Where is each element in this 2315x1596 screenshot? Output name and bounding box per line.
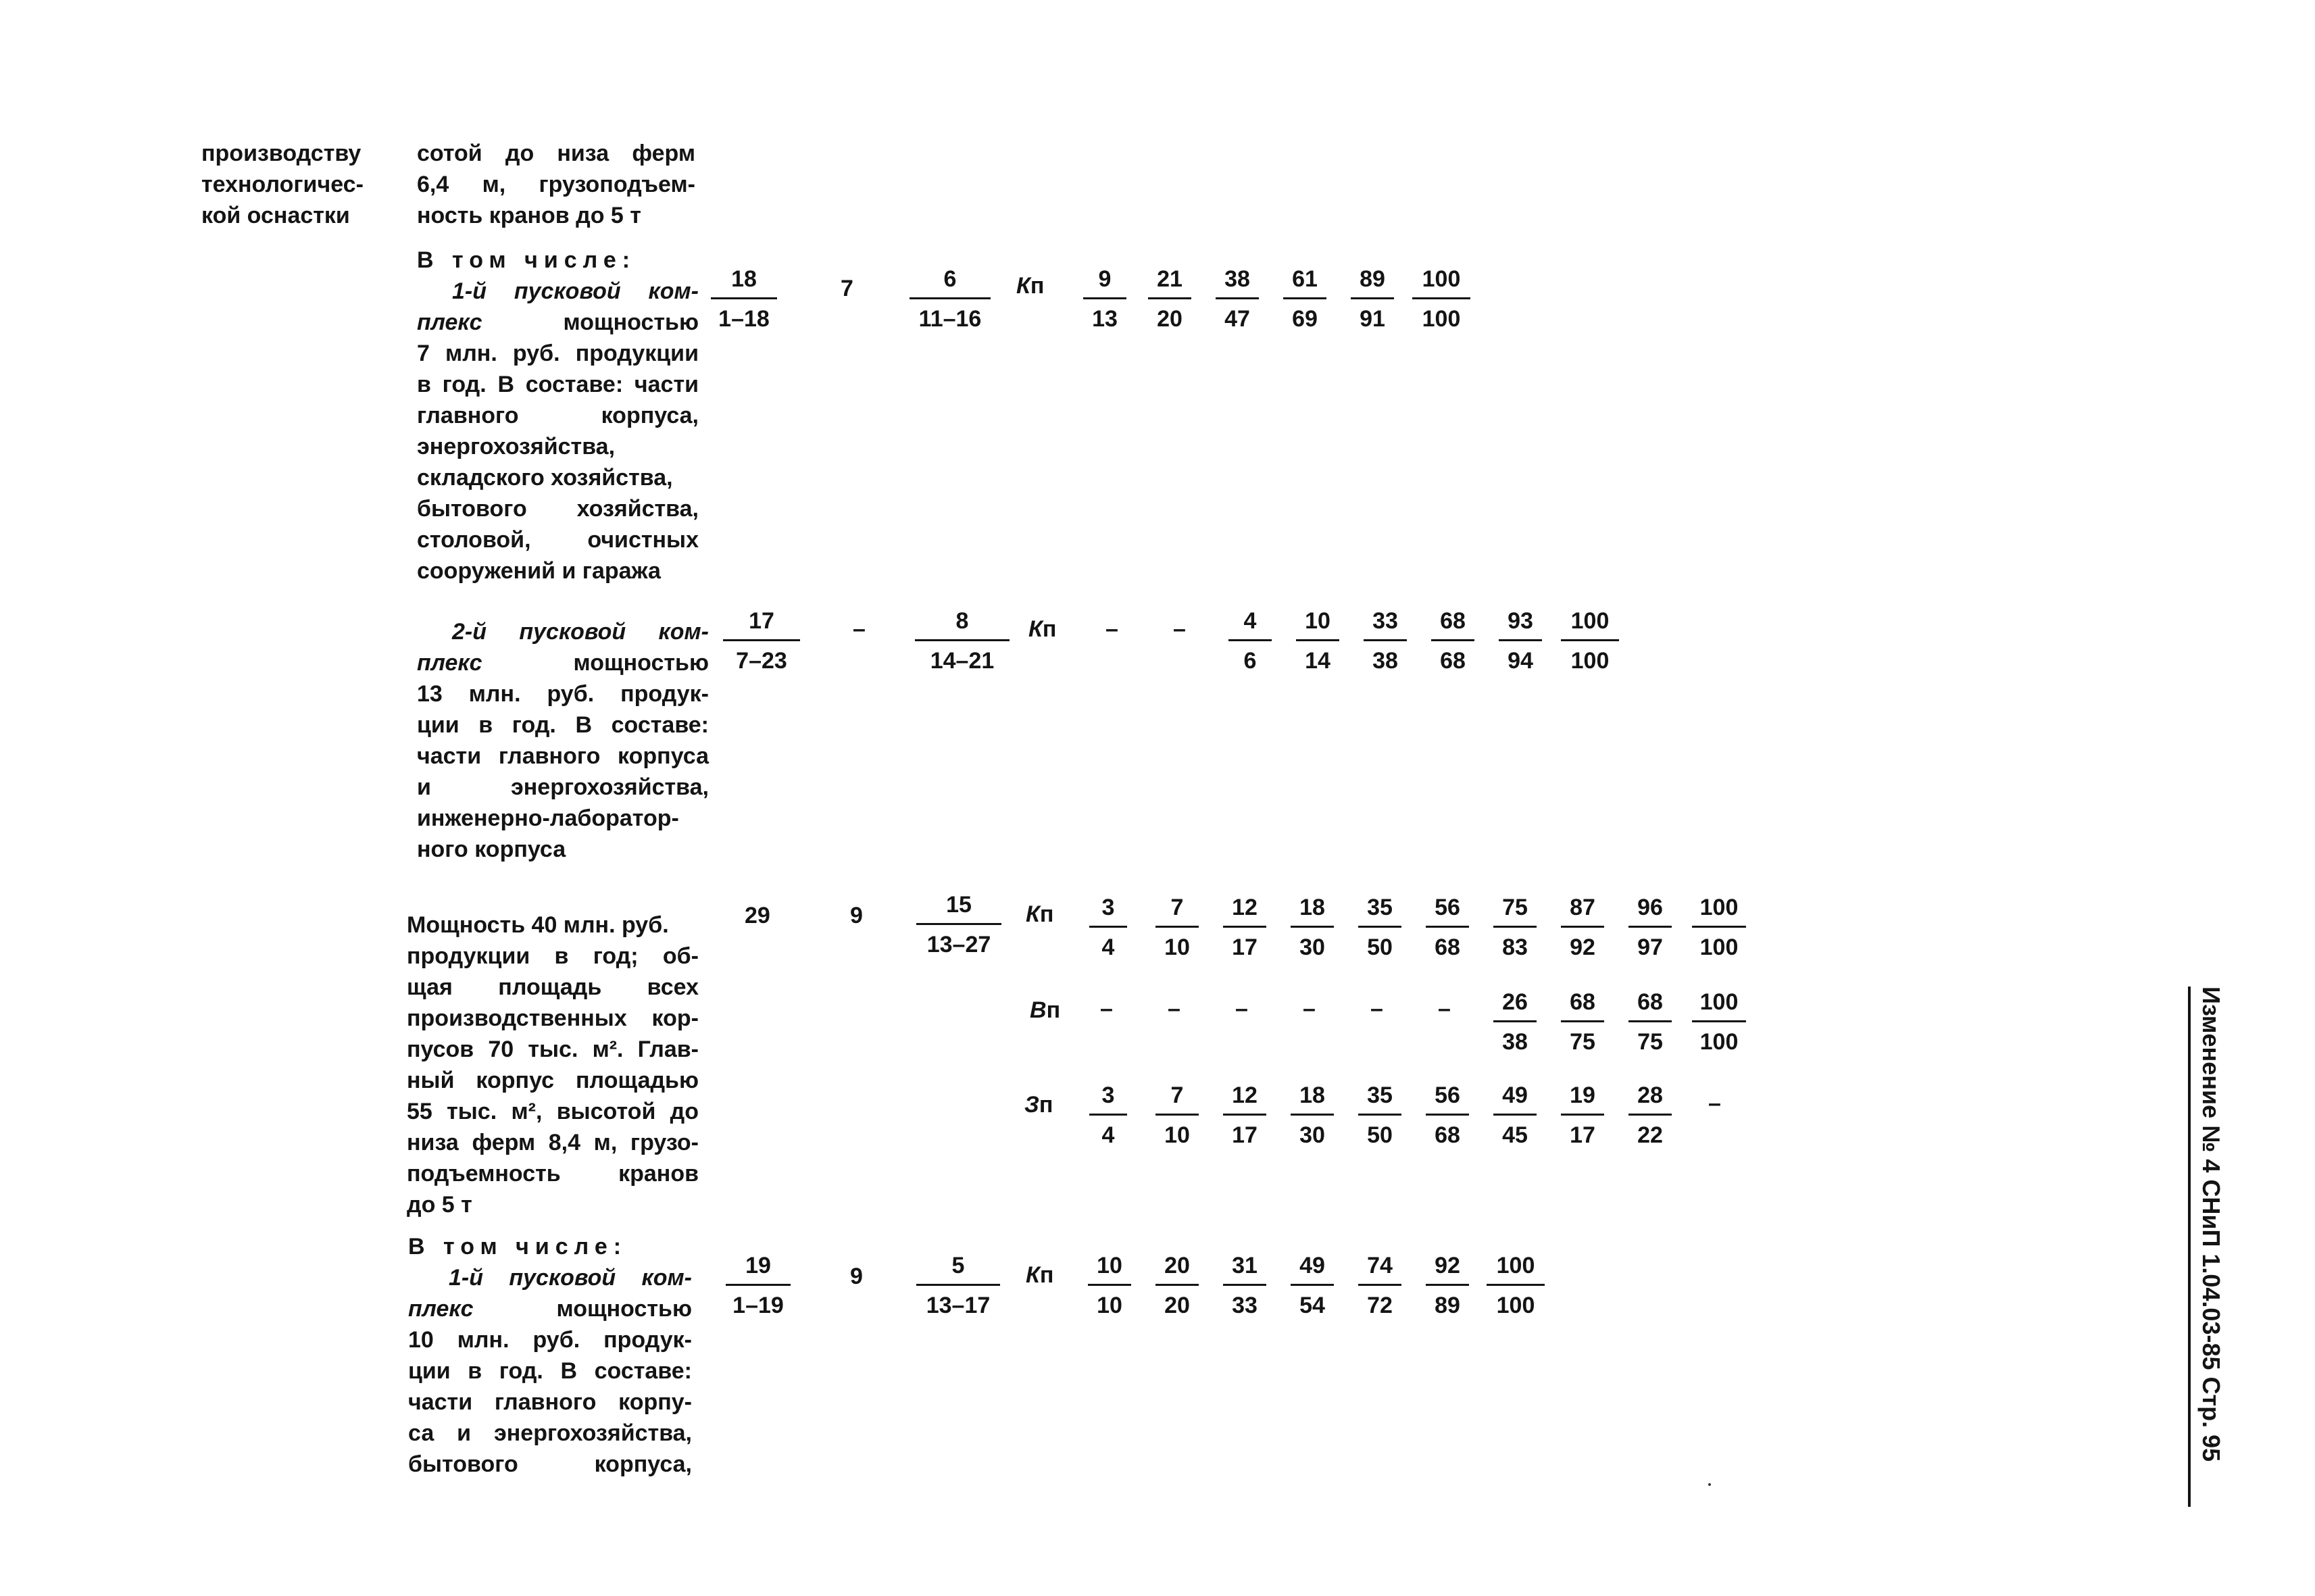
numerator: 38 [1216,265,1259,299]
side-page-header: Изменение № 4 СНиП 1.04.03-85 Стр. 95 [2188,987,2227,1507]
text-line: бытового хозяйства, [417,496,699,522]
text-line: продукции в год; об- [407,943,699,969]
denominator: 50 [1367,934,1393,960]
text-line: низа ферм 8,4 м, грузо- [407,1130,699,1155]
text-line: бытового корпуса, [408,1451,692,1477]
fraction-cell [1358,893,1401,962]
denominator: 10 [1164,934,1190,960]
fraction-cell [1223,893,1266,962]
text-line: технологичес- [201,172,364,197]
denominator: 10 [1097,1293,1122,1318]
section4-description [408,1262,692,1480]
denominator: 1–19 [732,1293,784,1318]
label-main: К [1026,901,1040,927]
text-line: подъемность кранов [407,1161,699,1187]
denominator: 20 [1164,1293,1190,1318]
text-line: кой оснастки [201,203,350,228]
text-line: са и энергохозяйства, [408,1420,692,1446]
numerator: 93 [1499,607,1542,641]
denominator: 38 [1502,1029,1528,1055]
numerator: 35 [1358,1081,1401,1116]
denominator: 97 [1637,934,1663,960]
fraction-cell [1426,1251,1469,1320]
numerator: 17 [723,607,800,641]
numerator: 15 [916,891,1001,925]
dash-cell: – [1370,996,1383,1022]
denominator: 30 [1299,934,1325,960]
numerator: 20 [1155,1251,1199,1286]
fraction-cell [1089,1081,1127,1149]
value-cell: 29 [745,903,770,928]
section3-description [407,909,699,1220]
text-line: 2-й пусковой ком- [452,619,709,645]
denominator: 92 [1570,934,1595,960]
denominator: 100 [1699,1029,1739,1055]
denominator: 100 [1699,934,1739,960]
fraction-cell [1155,1081,1199,1149]
dash-cell: – [1438,996,1451,1022]
denominator: 22 [1637,1122,1663,1148]
numerator: 100 [1692,893,1746,928]
numerator: 56 [1426,1081,1469,1116]
fraction-cell [726,1251,791,1320]
text-line: до 5 т [407,1192,472,1218]
dash-cell: – [1235,996,1248,1022]
v-tom-chisle-heading: В том числе: [408,1234,628,1260]
text-line: ный корпус площадью [407,1068,699,1093]
numerator: 100 [1561,607,1619,641]
numerator: 35 [1358,893,1401,928]
text-fragment: плекс [408,1296,474,1322]
fraction-cell [1692,988,1746,1056]
fraction-cell [1358,1081,1401,1149]
denominator: 14 [1305,648,1330,674]
numerator: 68 [1431,607,1474,641]
denominator: 4 [1101,1122,1115,1148]
text-line: 13 млн. руб. продук- [417,681,709,707]
text-fragment: мощностью [556,1296,692,1322]
denominator: 14–21 [930,648,995,674]
text-line [417,307,699,338]
value-cell: 9 [850,903,863,928]
fraction-cell [711,265,777,333]
numerator: 21 [1148,265,1191,299]
text-line: ции в год. В составе: [408,1358,692,1384]
numerator: 100 [1412,265,1470,299]
denominator: 11–16 [918,306,982,332]
numerator: 75 [1493,893,1537,928]
denominator: 20 [1157,306,1183,332]
text-fragment: плекс [417,309,482,335]
denominator: 100 [1570,648,1610,674]
text-line: 10 млн. руб. продук- [408,1327,692,1353]
text-line: ного корпуса [417,837,566,862]
numerator: 19 [726,1251,791,1286]
zp-label [1024,1092,1053,1118]
text-line: главного корпуса, [417,403,699,428]
fraction-cell [1088,1251,1131,1320]
denominator: 89 [1435,1293,1460,1318]
denominator: 75 [1637,1029,1663,1055]
numerator: 87 [1561,893,1604,928]
fraction-cell [1561,607,1619,675]
fraction-cell [1561,988,1604,1056]
fraction-cell [1291,1081,1334,1149]
text-line: Мощность 40 млн. руб. [407,912,669,938]
fraction-cell [1223,1251,1266,1320]
dash-cell: – [1303,996,1316,1022]
text-line: в год. В составе: части [417,372,699,397]
numerator: 3 [1089,893,1127,928]
text-line: пусов 70 тыс. м². Глав- [407,1037,699,1062]
fraction-cell [1628,988,1672,1056]
fraction-cell [1493,1081,1537,1149]
denominator: 68 [1435,934,1460,960]
fraction-cell [1083,265,1126,333]
denominator: 30 [1299,1122,1325,1148]
numerator: 26 [1493,988,1537,1022]
fraction-cell [1296,607,1339,675]
text-line: части главного корпу- [408,1389,692,1415]
kp-label [1016,273,1044,299]
text-line: сотой до низа ферм [417,141,695,166]
text-fragment: мощностью [573,650,709,676]
fraction-cell [1089,893,1127,962]
header-description [417,138,695,231]
text-line: и энергохозяйства, [417,774,709,800]
scan-speck [1708,1483,1711,1486]
denominator: 47 [1224,306,1250,332]
text-line: столовой, очистных [417,527,699,553]
numerator: 61 [1283,265,1326,299]
fraction-cell [1493,988,1537,1056]
text-line [417,647,709,678]
text-line: части главного корпуса [417,743,709,769]
label-main: В [1030,997,1047,1023]
fraction-cell [1364,607,1407,675]
fraction-cell [1628,893,1672,962]
fraction-cell [1216,265,1259,333]
fraction-cell [1431,607,1474,675]
numerator: 49 [1493,1081,1537,1116]
label-main: К [1026,1262,1040,1288]
numerator: 89 [1351,265,1394,299]
fraction-cell [916,891,1001,959]
fraction-cell [1283,265,1326,333]
denominator: 54 [1299,1293,1325,1318]
numerator: 3 [1089,1081,1127,1116]
text-line: складского хозяйства, [417,465,673,491]
denominator: 6 [1243,648,1257,674]
v-tom-chisle-heading: В том числе: [417,247,637,273]
denominator: 17 [1232,1122,1258,1148]
numerator: 7 [1155,893,1199,928]
text-line: 7 млн. руб. продукции [417,341,699,366]
fraction-cell [1358,1251,1401,1320]
denominator: 75 [1570,1029,1595,1055]
numerator: 92 [1426,1251,1469,1286]
fraction-cell [1148,265,1191,333]
text-line: производству [201,141,362,166]
fraction-cell [1155,1251,1199,1320]
text-line: 55 тыс. м², высотой до [407,1099,699,1124]
text-fragment: мощностью [563,309,699,335]
numerator: 96 [1628,893,1672,928]
numerator: 6 [910,265,991,299]
denominator: 38 [1372,648,1398,674]
numerator: 33 [1364,607,1407,641]
kp-label [1026,901,1053,928]
dash-cell: – [853,616,866,642]
numerator: 18 [1291,1081,1334,1116]
denominator: 10 [1164,1122,1190,1148]
denominator: 91 [1360,306,1385,332]
value-cell: 9 [850,1264,863,1289]
denominator: 100 [1496,1293,1535,1318]
fraction-cell [1155,893,1199,962]
numerator: 19 [1561,1081,1604,1116]
vp-label [1030,997,1060,1024]
fraction-cell [1499,607,1542,675]
denominator: 68 [1435,1122,1460,1148]
numerator: 56 [1426,893,1469,928]
label-main: К [1028,616,1043,642]
numerator: 12 [1223,893,1266,928]
numerator: 12 [1223,1081,1266,1116]
fraction-cell [1561,893,1604,962]
numerator: 9 [1083,265,1126,299]
label-sub: п [1039,901,1054,927]
numerator: 18 [711,265,777,299]
label-main: З [1024,1092,1039,1118]
numerator: 100 [1692,988,1746,1022]
kp-label [1028,616,1056,643]
text-line [408,1293,692,1324]
numerator: 5 [916,1251,1000,1286]
text-line: ность кранов до 5 т [417,203,641,228]
numerator: 18 [1291,893,1334,928]
fraction-cell [1223,1081,1266,1149]
denominator: 83 [1502,934,1528,960]
fraction-cell [1291,893,1334,962]
text-line: 1-й пусковой ком- [452,278,699,304]
dash-cell: – [1708,1091,1721,1116]
numerator: 100 [1487,1251,1545,1286]
fraction-cell [910,265,991,333]
fraction-cell [1291,1251,1334,1320]
denominator: 7–23 [736,648,787,674]
fraction-cell [1351,265,1394,333]
label-sub: п [1039,1092,1053,1118]
denominator: 33 [1232,1293,1258,1318]
fraction-cell [1228,607,1272,675]
fraction-cell [1426,893,1469,962]
denominator: 17 [1232,934,1258,960]
dash-cell: – [1100,996,1113,1022]
fraction-cell [1692,893,1746,962]
denominator: 72 [1367,1293,1393,1318]
text-line: 6,4 м, грузоподъем- [417,172,695,197]
numerator: 68 [1561,988,1604,1022]
text-line: инженерно-лаборатор- [417,805,679,831]
fraction-cell [916,1251,1000,1320]
col1-text [201,138,367,231]
numerator: 10 [1296,607,1339,641]
numerator: 28 [1628,1081,1672,1116]
fraction-cell [1561,1081,1604,1149]
denominator: 13 [1092,306,1118,332]
numerator: 31 [1223,1251,1266,1286]
numerator: 74 [1358,1251,1401,1286]
label-sub: п [1042,616,1057,642]
denominator: 100 [1422,306,1461,332]
fraction-cell [1628,1081,1672,1149]
text-line: щая площадь всех [407,974,699,1000]
label-sub: п [1030,273,1045,299]
numerator: 10 [1088,1251,1131,1286]
kp-label [1026,1262,1053,1289]
label-sub: п [1039,1262,1054,1288]
numerator: 7 [1155,1081,1199,1116]
fraction-cell [1487,1251,1545,1320]
denominator: 1–18 [718,306,770,332]
numerator: 49 [1291,1251,1334,1286]
text-line: ции в год. В составе: [417,712,709,738]
denominator: 68 [1440,648,1466,674]
fraction-cell [1412,265,1470,333]
fraction-cell [1493,893,1537,962]
denominator: 13–17 [926,1293,991,1318]
dash-cell: – [1105,616,1118,642]
dash-cell: – [1168,996,1180,1022]
value-cell: 7 [841,276,853,301]
denominator: 69 [1292,306,1318,332]
numerator: 8 [915,607,1010,641]
section1-description [417,276,699,587]
denominator: 17 [1570,1122,1595,1148]
fraction-cell [723,607,800,675]
text-line: 1-й пусковой ком- [449,1265,692,1291]
text-line: производственных кор- [407,1005,699,1031]
denominator: 94 [1508,648,1533,674]
text-fragment: плекс [417,650,482,676]
numerator: 4 [1228,607,1272,641]
label-main: К [1016,273,1030,299]
text-line: сооружений и гаража [417,558,661,584]
denominator: 4 [1101,934,1115,960]
numerator: 68 [1628,988,1672,1022]
denominator: 13–27 [926,932,991,957]
fraction-cell [1426,1081,1469,1149]
denominator: 45 [1502,1122,1528,1148]
denominator: 50 [1367,1122,1393,1148]
label-sub: п [1046,997,1061,1023]
fraction-cell [915,607,1010,675]
section2-description [417,616,709,865]
dash-cell: – [1173,616,1186,642]
text-line: энергохозяйства, [417,434,616,459]
